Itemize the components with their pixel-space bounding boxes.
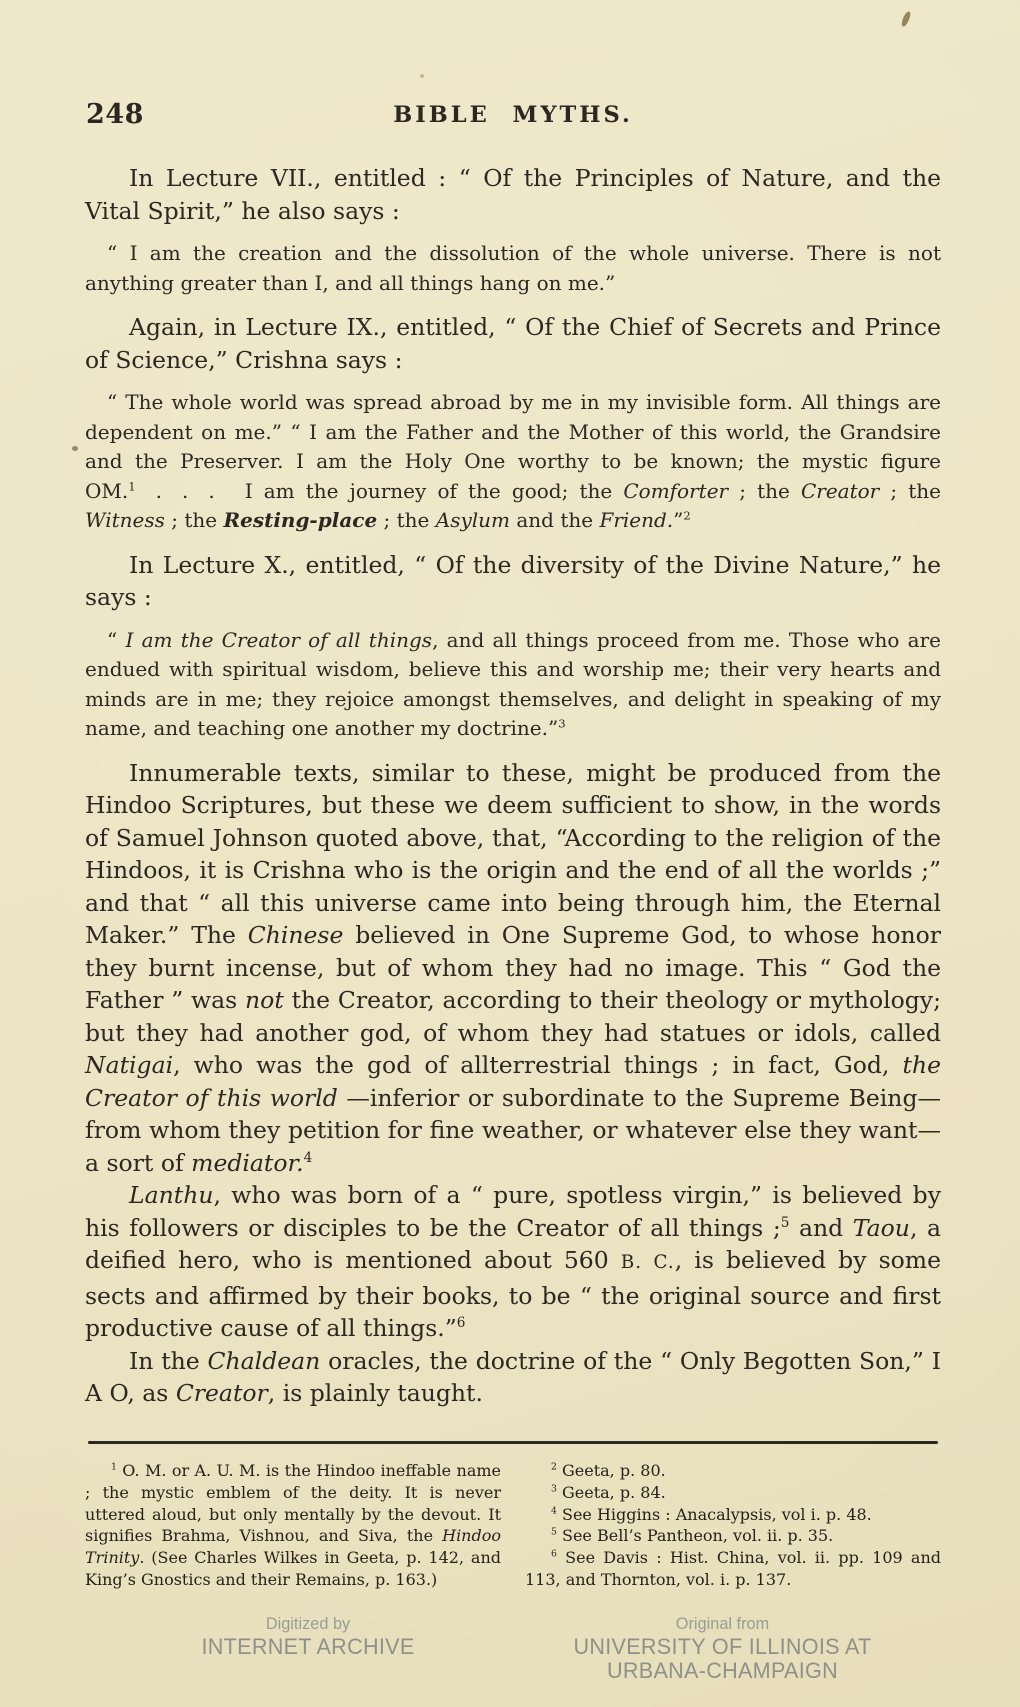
text-segment: “ The whole world was spread abroad by me in my invisible form. All things are dependent on me.” “ I am the Father and the Mother of this world, the Grandsire and the Preserver. I am the Holy One worthy to be known; the mystic figure OM. <box>85 390 941 503</box>
text-segment: , who was born of a “ pure, spotless virgin,” is believed by his followers or disciples to be the Creator of all things ; <box>85 1181 941 1242</box>
footnotes-left-column <box>85 1460 501 1591</box>
text-segment: Hindoo Trinity <box>85 1526 501 1568</box>
footnote-marker: 3 <box>558 716 566 731</box>
text-segment: ; the <box>879 478 941 503</box>
footnote-marker: 2 <box>551 1461 557 1473</box>
footnotes <box>85 1460 941 1591</box>
text-segment: the Creator of this world <box>85 1051 941 1112</box>
text-segment: Chaldean <box>207 1346 321 1375</box>
text-segment: , is believed by some sects and affirmed by their books, to be “ the original source and first productive cause of all things.” <box>85 1246 941 1342</box>
text-segment: Geeta, p. 84. <box>556 1482 666 1502</box>
footnote-3 <box>525 1482 941 1504</box>
stamp-org-name: UNIVERSITY OF ILLINOIS AT <box>573 1634 872 1659</box>
text-segment: Witness <box>85 508 165 532</box>
footnote-marker: 5 <box>551 1527 557 1539</box>
text-segment: See Higgins : Anacalypsis, vol i. p. 48. <box>556 1504 872 1524</box>
paragraph-chaldean-oracles <box>85 1345 941 1410</box>
footnote-marker: 2 <box>683 508 691 523</box>
footnote-marker: 1 <box>128 478 136 493</box>
text-segment: Creator <box>800 478 880 503</box>
text-segment: “ <box>107 627 126 652</box>
text-segment: Creator <box>175 1379 268 1407</box>
stamp-label: Digitized by <box>265 1614 351 1633</box>
text-segment: In the <box>129 1346 208 1375</box>
footnote-marker: 6 <box>456 1315 466 1332</box>
text-segment: Chinese <box>247 921 344 949</box>
stamp-org-name: URBANA-CHAMPAIGN <box>606 1657 839 1683</box>
footnote-marker: 4 <box>303 1149 313 1166</box>
paragraph-innumerable-texts <box>85 757 941 1180</box>
text-segment: oracles, the doctrine of the “ Only Begotten Son,” I A O, as <box>85 1346 942 1407</box>
stamp-label: Original from <box>675 1614 770 1633</box>
text-segment: . . . I am the journey of the good; the <box>135 478 624 503</box>
text-segment: In Lecture X., entitled, “ Of the diversity of the Divine Nature,” he says : <box>85 550 941 611</box>
footnotes-right-column <box>525 1460 941 1591</box>
text-segment: —inferior or subordinate to the Supreme Being—from whom they petition for fine weather, or whatever else they want—a sort of <box>85 1083 941 1177</box>
text-segment: Again, in Lecture IX., entitled, “ Of the Chief of Secrets and Prince of Science,” Crishna says : <box>85 313 941 374</box>
quote-creator-of-all-things <box>85 626 941 744</box>
footnote-5 <box>525 1525 941 1547</box>
footnote-2 <box>525 1460 941 1482</box>
paragraph-lecture-10 <box>85 549 941 614</box>
footnote-marker: 3 <box>551 1483 557 1495</box>
text-segment: ; the <box>728 478 801 503</box>
digitized-by-stamp <box>174 1612 443 1659</box>
text-segment: , a deified hero, who is mentioned about 560 <box>85 1213 941 1274</box>
text-segment: Geeta, p. 80. <box>556 1461 666 1480</box>
quote-whole-world <box>85 388 941 536</box>
footnote-marker: 6 <box>551 1548 557 1560</box>
text-segment: Resting-place <box>223 508 378 532</box>
paragraph-lecture-7 <box>85 162 941 227</box>
ink-speck <box>420 74 424 78</box>
text-segment: mediator. <box>191 1148 304 1177</box>
text-segment: ; the <box>164 508 224 532</box>
text-segment: Comforter <box>623 478 729 503</box>
running-title: BIBLE MYTHS. <box>393 102 633 128</box>
text-segment: , is plainly taught. <box>267 1379 483 1407</box>
footnote-marker: 1 <box>111 1461 117 1473</box>
ink-speck <box>72 446 78 451</box>
text-segment: and <box>789 1213 853 1242</box>
text-segment: Asylum <box>435 508 511 532</box>
text-segment: In Lecture VII., entitled : “ Of the Principles of Nature, and the Vital Spirit,” he also says : <box>85 164 941 225</box>
text-segment: Natigai <box>85 1051 174 1079</box>
text-segment: . (See Charles Wilkes in Geeta, p. 142, and King’s Gnostics and their Remains, p. 163.) <box>85 1548 501 1589</box>
text-segment: See Bell’s Pantheon, vol. ii. p. 35. <box>556 1526 834 1546</box>
text-segment: ; the <box>377 508 436 532</box>
text-segment: I am the Creator of all things <box>125 627 433 652</box>
text-segment: B. C. <box>620 1252 675 1273</box>
text-segment: , and all things proceed from me. Those who are endued with spiritual wisdom, believe this and worship me; their very hearts and minds are in me; they rejoice amongst themselves, and delight in speaking of my name, and teaching one another my doctrine.” <box>85 627 941 740</box>
text-segment: Friend. <box>599 508 674 532</box>
text-segment: “ I am the creation and the dissolution of the whole universe. There is not anything greater than I, and all things hang on me.” <box>85 241 941 295</box>
footnote-marker: 5 <box>780 1214 790 1231</box>
text-segment: not <box>245 986 284 1014</box>
page-number: 248 <box>86 99 144 130</box>
text-segment: Innumerable texts, similar to these, might be produced from the Hindoo Scriptures, but these we deem sufficient to show, in the words of Samuel Johnson quoted above, that, “According to the religion of the Hindoos, it is Crishna who is the origin and the end of all the worlds ;” and that “ all this universe came into being through him, the Eternal Maker.” The <box>85 758 941 949</box>
paragraph-lecture-9 <box>85 311 941 376</box>
paragraph-lanthu-taou <box>85 1179 941 1345</box>
text-segment: Lanthu <box>129 1181 214 1209</box>
text-segment: , who was the god of allterrestrial things ; in fact, God, <box>173 1051 903 1079</box>
ink-speck <box>900 10 911 27</box>
text-segment: O. M. or A. U. M. is the Hindoo ineffable name ; the mystic emblem of the deity. It is never uttered aloud, but only mentally by the devout. It signifies Brahma, Vishnou, and Siva, the <box>85 1461 501 1546</box>
page-body <box>85 162 941 1410</box>
text-segment: and the <box>510 508 600 532</box>
quote-creation-dissolution <box>85 239 941 298</box>
stamp-org-name: INTERNET ARCHIVE <box>201 1634 415 1659</box>
footnote-divider <box>88 1441 938 1444</box>
text-segment: ” <box>673 508 684 532</box>
original-from-stamp <box>523 1612 921 1682</box>
footnote-4 <box>525 1504 941 1526</box>
footnote-1 <box>85 1460 501 1591</box>
footnote-6 <box>525 1547 941 1591</box>
text-segment: See Davis : Hist. China, vol. ii. pp. 109 and 113, and Thornton, vol. i. p. 137. <box>525 1548 941 1589</box>
text-segment: believed in One Supreme God, to whose honor they burnt incense, but of whom they had no image. This “ God the Father ” was <box>85 921 941 1014</box>
text-segment: Taou <box>852 1213 910 1242</box>
footnote-marker: 4 <box>551 1505 557 1517</box>
text-segment: the Creator, according to their theology or mythology; but they had another god, of whom they had statues or idols, called <box>85 986 941 1047</box>
